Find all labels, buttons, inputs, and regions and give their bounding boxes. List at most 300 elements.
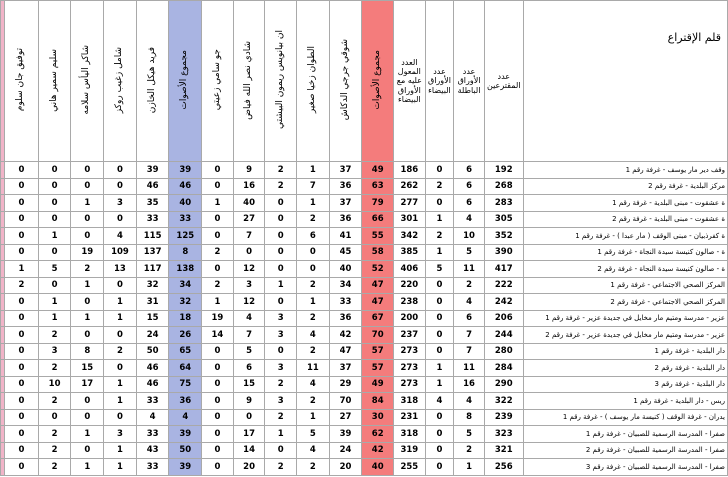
table-cell: 237 xyxy=(394,327,426,344)
table-cell: 0 xyxy=(71,228,104,245)
table-cell: 46 xyxy=(169,178,202,195)
table-cell: 14 xyxy=(233,442,265,459)
table-cell: 8 xyxy=(454,409,485,426)
table-cell: 1 xyxy=(265,277,297,294)
table-cell: 1 xyxy=(38,310,71,327)
table-cell: 19 xyxy=(71,244,104,261)
table-cell: 280 xyxy=(484,343,523,360)
table-cell: 1 xyxy=(104,310,137,327)
table-cell: 323 xyxy=(484,426,523,443)
table-cell: 406 xyxy=(394,261,426,278)
table-cell: 0 xyxy=(202,442,234,459)
table-cell: 42 xyxy=(329,327,362,344)
table-cell: 66 xyxy=(362,211,394,228)
table-cell: 186 xyxy=(394,162,426,179)
table-cell: 33 xyxy=(136,211,169,228)
table-cell: 13 xyxy=(104,261,137,278)
table-cell: 268 xyxy=(484,178,523,195)
table-cell: 5 xyxy=(233,343,265,360)
table-cell: 3 xyxy=(233,277,265,294)
table-cell: 8 xyxy=(169,244,202,261)
table-row xyxy=(1,244,728,261)
table-cell: 1 xyxy=(297,409,330,426)
table-cell: 15 xyxy=(136,310,169,327)
header-c8: ان بيانويس ريمون البيشتي xyxy=(265,1,297,162)
table-cell: 36 xyxy=(329,211,362,228)
table-row xyxy=(1,360,728,377)
table-cell: 0 xyxy=(425,162,454,179)
table-cell: 1 xyxy=(454,459,485,476)
table-cell: 2 xyxy=(202,244,234,261)
header-counted: العدد المعول عليه مع الأوراق البيضاء xyxy=(394,1,426,162)
table-cell: 31 xyxy=(136,294,169,311)
table-cell: 1 xyxy=(104,442,137,459)
table-cell: 79 xyxy=(362,195,394,212)
table-cell: 0 xyxy=(104,178,137,195)
table-cell: 1 xyxy=(71,310,104,327)
table-cell: 4 xyxy=(454,211,485,228)
table-cell: 0 xyxy=(425,294,454,311)
polling-station: دار البلدية - غرفة رقم 2 xyxy=(523,360,727,377)
table-cell: 0 xyxy=(71,211,104,228)
header-row xyxy=(1,1,728,162)
table-cell: 0 xyxy=(38,244,71,261)
table-cell: 0 xyxy=(5,228,39,245)
table-cell: 2 xyxy=(454,442,485,459)
table-cell: 1 xyxy=(5,261,39,278)
table-cell: 24 xyxy=(136,327,169,344)
table-cell: 24 xyxy=(329,442,362,459)
header-polls: قلم الإقتراع xyxy=(523,1,727,162)
table-cell: 37 xyxy=(329,162,362,179)
table-cell: 17 xyxy=(71,376,104,393)
table-cell: 67 xyxy=(362,310,394,327)
table-cell: 0 xyxy=(5,195,39,212)
table-cell: 33 xyxy=(136,393,169,410)
table-cell: 3 xyxy=(104,195,137,212)
table-cell: 0 xyxy=(425,343,454,360)
table-cell: 284 xyxy=(484,360,523,377)
table-cell: 0 xyxy=(5,310,39,327)
table-cell: 30 xyxy=(362,409,394,426)
table-cell: 46 xyxy=(136,376,169,393)
table-cell: 200 xyxy=(394,310,426,327)
table-cell: 109 xyxy=(104,244,137,261)
table-cell: 0 xyxy=(104,327,137,344)
table-cell: 321 xyxy=(484,442,523,459)
table-cell: 47 xyxy=(329,343,362,360)
header-voters: عدد المقترعين xyxy=(484,1,523,162)
header-c1: سليم سمير هاني xyxy=(38,1,71,162)
polling-station: المركز الصحي الاجتماعي - غرفة رقم 2 xyxy=(523,294,727,311)
table-cell: 4 xyxy=(297,327,330,344)
table-row xyxy=(1,442,728,459)
table-cell: 39 xyxy=(329,426,362,443)
table-cell: 0 xyxy=(5,442,39,459)
table-cell: 1 xyxy=(202,294,234,311)
table-cell: 2 xyxy=(265,178,297,195)
table-row xyxy=(1,211,728,228)
table-cell: 2 xyxy=(38,393,71,410)
table-cell: 322 xyxy=(484,393,523,410)
table-cell: 318 xyxy=(394,426,426,443)
header-void: عدد الأوراق الباطلة xyxy=(454,1,485,162)
table-cell: 1 xyxy=(71,459,104,476)
table-cell: 11 xyxy=(454,261,485,278)
table-cell: 12 xyxy=(233,261,265,278)
table-cell: 290 xyxy=(484,376,523,393)
table-cell: 47 xyxy=(362,277,394,294)
table-cell: 16 xyxy=(233,178,265,195)
table-cell: 0 xyxy=(5,376,39,393)
polling-station: ة - صالون كنيسة سيدة النجاة - غرفة رقم 2 xyxy=(523,261,727,278)
table-cell: 0 xyxy=(5,244,39,261)
table-cell: 2 xyxy=(454,277,485,294)
polling-station: صفرا - المدرسة الرسمية للصبيان - غرفة رقم 3 xyxy=(523,459,727,476)
table-cell: 36 xyxy=(329,310,362,327)
table-cell: 12 xyxy=(233,294,265,311)
table-cell: 0 xyxy=(5,327,39,344)
table-cell: 32 xyxy=(136,277,169,294)
table-cell: 1 xyxy=(38,294,71,311)
table-cell: 15 xyxy=(233,376,265,393)
table-cell: 0 xyxy=(38,162,71,179)
header-red-total: مجموع الأصوات xyxy=(362,1,394,162)
table-cell: 0 xyxy=(5,178,39,195)
table-cell: 2 xyxy=(265,162,297,179)
table-cell: 0 xyxy=(5,294,39,311)
table-cell: 0 xyxy=(5,162,39,179)
table-cell: 137 xyxy=(136,244,169,261)
table-cell: 0 xyxy=(425,310,454,327)
table-cell: 273 xyxy=(394,343,426,360)
table-cell: 20 xyxy=(233,459,265,476)
table-cell: 17 xyxy=(233,426,265,443)
table-cell: 125 xyxy=(169,228,202,245)
table-cell: 0 xyxy=(265,294,297,311)
table-cell: 0 xyxy=(202,426,234,443)
table-cell: 4 xyxy=(136,409,169,426)
table-cell: 0 xyxy=(265,244,297,261)
table-cell: 19 xyxy=(202,310,234,327)
table-cell: 57 xyxy=(362,360,394,377)
table-cell: 220 xyxy=(394,277,426,294)
table-cell: 222 xyxy=(484,277,523,294)
table-cell: 46 xyxy=(136,360,169,377)
table-cell: 0 xyxy=(71,162,104,179)
table-cell: 7 xyxy=(454,343,485,360)
table-cell: 0 xyxy=(38,277,71,294)
table-cell: 2 xyxy=(425,178,454,195)
header-c6: جو سامي زعيتي xyxy=(202,1,234,162)
table-cell: 1 xyxy=(425,360,454,377)
table-cell: 27 xyxy=(233,211,265,228)
table-cell: 40 xyxy=(362,459,394,476)
table-cell: 39 xyxy=(136,162,169,179)
table-cell: 2 xyxy=(5,277,39,294)
table-cell: 47 xyxy=(362,294,394,311)
table-cell: 4 xyxy=(297,442,330,459)
table-cell: 1 xyxy=(38,228,71,245)
table-cell: 0 xyxy=(104,162,137,179)
table-cell: 417 xyxy=(484,261,523,278)
table-cell: 2 xyxy=(38,360,71,377)
polling-station: ة عشقوت - مبنى البلدية - غرفة رقم 2 xyxy=(523,211,727,228)
table-cell: 70 xyxy=(329,393,362,410)
table-cell: 4 xyxy=(297,376,330,393)
table-cell: 0 xyxy=(5,459,39,476)
table-cell: 0 xyxy=(265,442,297,459)
table-cell: 6 xyxy=(454,310,485,327)
polling-station: صفرا - المدرسة الرسمية للصبيان - غرفة رقم 1 xyxy=(523,426,727,443)
table-cell: 18 xyxy=(169,310,202,327)
table-cell: 32 xyxy=(169,294,202,311)
table-row xyxy=(1,459,728,476)
table-cell: 1 xyxy=(425,376,454,393)
table-cell: 239 xyxy=(484,409,523,426)
table-cell: 43 xyxy=(136,442,169,459)
table-cell: 0 xyxy=(202,343,234,360)
header-blank: عدد الأوراق البيضاء xyxy=(425,1,454,162)
table-cell: 27 xyxy=(329,409,362,426)
table-cell: 1 xyxy=(104,393,137,410)
table-cell: 70 xyxy=(362,327,394,344)
table-cell: 0 xyxy=(5,211,39,228)
table-cell: 244 xyxy=(484,327,523,344)
table-cell: 0 xyxy=(297,261,330,278)
table-cell: 0 xyxy=(71,409,104,426)
polling-station: مركز البلدية - غرفة رقم 2 xyxy=(523,178,727,195)
table-cell: 3 xyxy=(265,393,297,410)
table-cell: 65 xyxy=(169,343,202,360)
table-cell: 49 xyxy=(362,376,394,393)
polling-station: وقف دير مار يوسف - غرفة رقم 1 xyxy=(523,162,727,179)
table-row xyxy=(1,426,728,443)
table-cell: 0 xyxy=(38,211,71,228)
table-cell: 3 xyxy=(104,426,137,443)
table-cell: 305 xyxy=(484,211,523,228)
table-row xyxy=(1,327,728,344)
table-cell: 0 xyxy=(425,327,454,344)
table-cell: 0 xyxy=(202,261,234,278)
table-cell: 40 xyxy=(329,261,362,278)
table-cell: 0 xyxy=(202,228,234,245)
table-cell: 117 xyxy=(136,261,169,278)
table-cell: 39 xyxy=(169,426,202,443)
table-row xyxy=(1,310,728,327)
table-cell: 33 xyxy=(329,294,362,311)
table-cell: 283 xyxy=(484,195,523,212)
table-cell: 2 xyxy=(265,409,297,426)
table-cell: 0 xyxy=(265,211,297,228)
table-cell: 0 xyxy=(71,327,104,344)
table-cell: 1 xyxy=(297,195,330,212)
table-cell: 3 xyxy=(265,360,297,377)
table-cell: 2 xyxy=(38,459,71,476)
table-cell: 2 xyxy=(425,228,454,245)
table-cell: 1 xyxy=(425,211,454,228)
table-cell: 2 xyxy=(297,277,330,294)
table-cell: 0 xyxy=(5,426,39,443)
table-cell: 1 xyxy=(425,244,454,261)
table-cell: 33 xyxy=(169,211,202,228)
table-row xyxy=(1,393,728,410)
table-cell: 4 xyxy=(104,228,137,245)
table-cell: 49 xyxy=(362,162,394,179)
table-cell: 50 xyxy=(136,343,169,360)
table-cell: 1 xyxy=(104,459,137,476)
table-cell: 7 xyxy=(233,228,265,245)
table-cell: 10 xyxy=(38,376,71,393)
table-cell: 0 xyxy=(233,244,265,261)
polling-station: ة - صالون كنيسة سيدة النجاة - غرفة رقم 1 xyxy=(523,244,727,261)
table-cell: 255 xyxy=(394,459,426,476)
header-c2: شاكر اليأس سلامه xyxy=(71,1,104,162)
table-cell: 37 xyxy=(329,360,362,377)
table-cell: 138 xyxy=(169,261,202,278)
table-cell: 0 xyxy=(425,409,454,426)
table-cell: 0 xyxy=(425,277,454,294)
table-cell: 16 xyxy=(454,376,485,393)
table-cell: 9 xyxy=(233,393,265,410)
table-cell: 0 xyxy=(265,195,297,212)
table-cell: 0 xyxy=(38,195,71,212)
table-cell: 277 xyxy=(394,195,426,212)
table-cell: 5 xyxy=(38,261,71,278)
table-row xyxy=(1,261,728,278)
table-cell: 231 xyxy=(394,409,426,426)
table-cell: 0 xyxy=(38,178,71,195)
table-cell: 0 xyxy=(71,442,104,459)
header-c7: شادي نصر الله فياض xyxy=(233,1,265,162)
table-cell: 1 xyxy=(71,426,104,443)
table-cell: 0 xyxy=(265,228,297,245)
table-cell: 6 xyxy=(454,195,485,212)
table-cell: 7 xyxy=(233,327,265,344)
table-cell: 0 xyxy=(104,409,137,426)
table-cell: 0 xyxy=(71,178,104,195)
table-row xyxy=(1,294,728,311)
table-cell: 0 xyxy=(104,211,137,228)
table-cell: 2 xyxy=(297,459,330,476)
table-cell: 390 xyxy=(484,244,523,261)
table-cell: 58 xyxy=(362,244,394,261)
table-cell: 0 xyxy=(104,277,137,294)
table-cell: 2 xyxy=(38,426,71,443)
table-cell: 36 xyxy=(329,178,362,195)
table-cell: 62 xyxy=(362,426,394,443)
table-cell: 1 xyxy=(297,162,330,179)
polling-station: يدران - غرفة الوقف ( كنيسة مار يوسف ) - غرفة رقم 1 xyxy=(523,409,727,426)
header-blue-total: مجموع الأصوات xyxy=(169,1,202,162)
table-cell: 238 xyxy=(394,294,426,311)
table-cell: 39 xyxy=(169,162,202,179)
table-cell: 57 xyxy=(362,343,394,360)
table-cell: 7 xyxy=(297,178,330,195)
table-cell: 33 xyxy=(136,459,169,476)
table-cell: 0 xyxy=(425,426,454,443)
table-cell: 192 xyxy=(484,162,523,179)
polling-station: ة عشقوت - مبنى البلدية - غرفة رقم 1 xyxy=(523,195,727,212)
table-cell: 0 xyxy=(5,409,39,426)
table-cell: 63 xyxy=(362,178,394,195)
table-cell: 4 xyxy=(169,409,202,426)
table-cell: 5 xyxy=(297,426,330,443)
table-cell: 352 xyxy=(484,228,523,245)
header-c4: فريد هيكل الخازن xyxy=(136,1,169,162)
table-row xyxy=(1,162,728,179)
table-cell: 115 xyxy=(136,228,169,245)
table-row xyxy=(1,343,728,360)
table-cell: 0 xyxy=(233,409,265,426)
table-cell: 256 xyxy=(484,459,523,476)
table-cell: 0 xyxy=(5,360,39,377)
header-c3: شامل زغيب روكز xyxy=(104,1,137,162)
table-cell: 6 xyxy=(233,360,265,377)
table-cell: 273 xyxy=(394,360,426,377)
polling-station: ة كفرذبيان - مبنى الوقف ( مار عبدا ) - غرفة رقم 1 xyxy=(523,228,727,245)
table-cell: 1 xyxy=(265,426,297,443)
table-cell: 55 xyxy=(362,228,394,245)
table-cell: 0 xyxy=(425,195,454,212)
table-cell: 1 xyxy=(202,195,234,212)
table-cell: 0 xyxy=(38,409,71,426)
table-cell: 319 xyxy=(394,442,426,459)
table-cell: 4 xyxy=(425,393,454,410)
table-cell: 4 xyxy=(233,310,265,327)
table-row xyxy=(1,228,728,245)
table-cell: 5 xyxy=(454,426,485,443)
header-c9: الطوان زخيا صغير xyxy=(297,1,330,162)
table-cell: 0 xyxy=(202,409,234,426)
table-cell: 0 xyxy=(202,376,234,393)
table-cell: 40 xyxy=(169,195,202,212)
table-cell: 40 xyxy=(233,195,265,212)
table-cell: 5 xyxy=(454,244,485,261)
polling-station: عزير - مدرسة ومتيم مار مخايل في جديدة عزير - غرفة رقم 1 xyxy=(523,310,727,327)
table-cell: 2 xyxy=(265,459,297,476)
table-cell: 342 xyxy=(394,228,426,245)
table-cell: 301 xyxy=(394,211,426,228)
table-cell: 39 xyxy=(169,459,202,476)
table-cell: 33 xyxy=(136,426,169,443)
table-cell: 14 xyxy=(202,327,234,344)
table-row xyxy=(1,277,728,294)
table-cell: 29 xyxy=(329,376,362,393)
table-cell: 64 xyxy=(169,360,202,377)
table-cell: 0 xyxy=(104,360,137,377)
polling-station: دار البلدية - غرفة رقم 1 xyxy=(523,343,727,360)
table-cell: 42 xyxy=(362,442,394,459)
table-cell: 0 xyxy=(5,343,39,360)
table-cell: 6 xyxy=(297,228,330,245)
table-cell: 15 xyxy=(71,360,104,377)
table-cell: 0 xyxy=(202,162,234,179)
polling-station: ريس - دار البلدية - غرفة رقم 1 xyxy=(523,393,727,410)
table-cell: 10 xyxy=(454,228,485,245)
table-cell: 318 xyxy=(394,393,426,410)
table-cell: 2 xyxy=(38,442,71,459)
table-cell: 37 xyxy=(329,195,362,212)
table-row xyxy=(1,178,728,195)
table-cell: 0 xyxy=(297,244,330,261)
table-cell: 2 xyxy=(38,327,71,344)
table-cell: 11 xyxy=(454,360,485,377)
table-cell: 2 xyxy=(297,310,330,327)
table-cell: 1 xyxy=(104,376,137,393)
table-cell: 0 xyxy=(202,211,234,228)
table-cell: 3 xyxy=(265,327,297,344)
